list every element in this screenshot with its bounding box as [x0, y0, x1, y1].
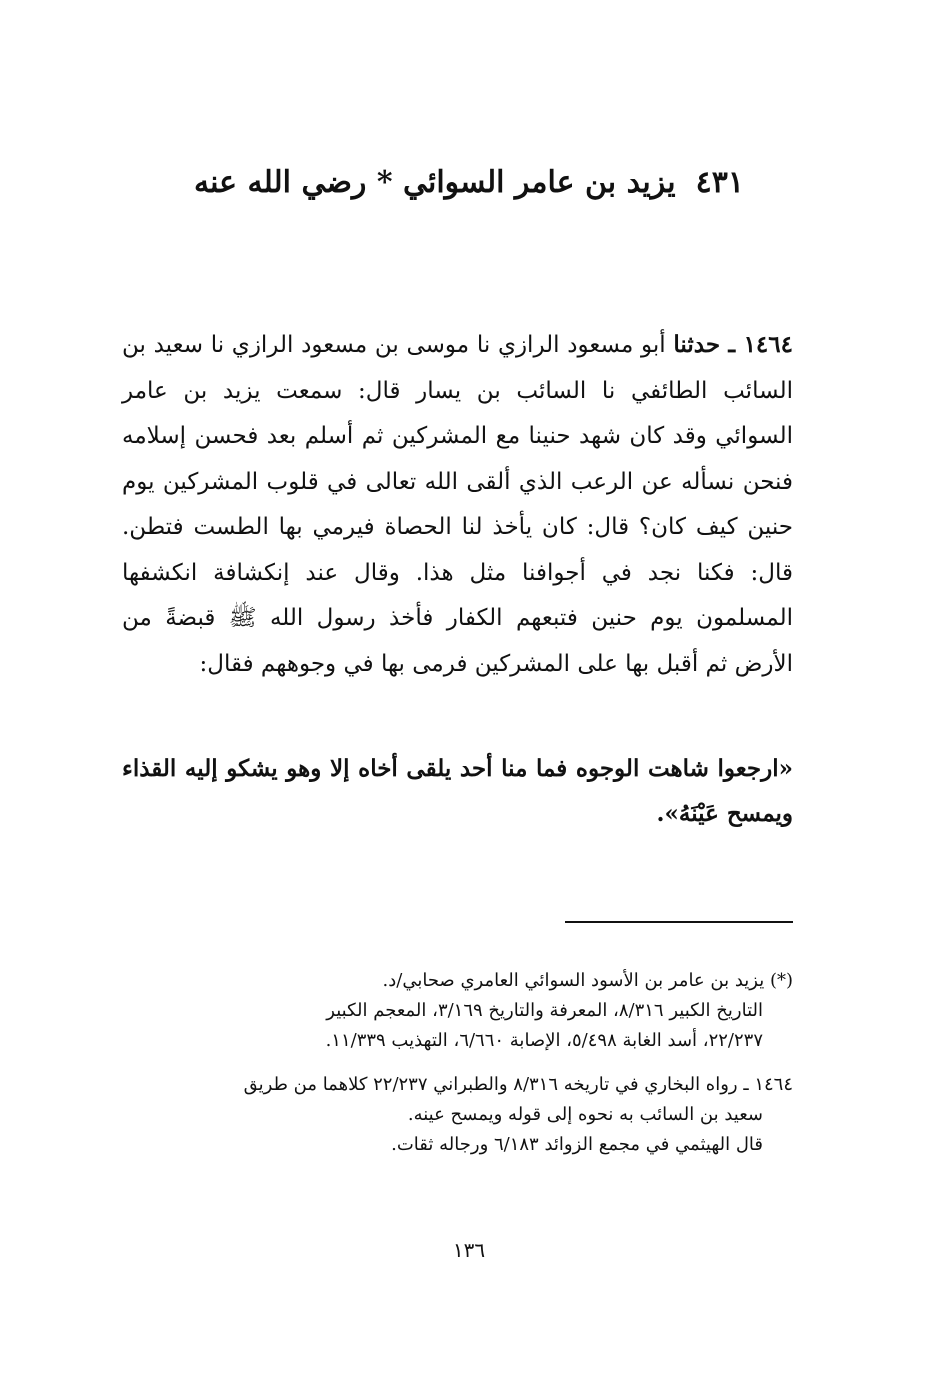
- page-number: ١٣٦: [452, 1238, 486, 1262]
- chapter-title: يزيد بن عامر السوائي * رضي الله عنه: [194, 165, 676, 200]
- footnote-separator: [565, 921, 793, 923]
- chapter-heading: [120, 165, 818, 200]
- biography-line-3: ٢٢/٢٣٧، أسد الغابة ٥/٤٩٨، الإصابة ٦/٦٦٠، التهذيب ١١/٣٣٩.: [325, 1030, 763, 1051]
- biography-note: [120, 966, 793, 1056]
- footnotes: [120, 966, 793, 1174]
- hadith-lead: ١٤٦٤ ـ حدثنا: [673, 331, 793, 358]
- prophetic-quote: «ارجعوا شاهت الوجوه فما منا أحد يلقى أخاه إلا وهو يشكو إليه القذاء ويمسح عَيْنَهُ».: [122, 755, 793, 827]
- chapter-number: ٤٣١: [695, 165, 744, 200]
- hadith-paragraph: [122, 322, 793, 687]
- takhrij-line-3: قال الهيثمي في مجمع الزوائد ٦/١٨٣ ورجاله ثقات.: [391, 1134, 763, 1155]
- takhrij-line-2: سعيد بن السائب به نحوه إلى قوله ويمسح عينه.: [407, 1104, 763, 1125]
- takhrij-line-1: ١٤٦٤ ـ رواه البخاري في تاريخه ٨/٣١٦ والطبراني ٢٢/٢٣٧ كلاهما من طريق: [243, 1074, 793, 1095]
- biography-line-1: (*) يزيد بن عامر بن الأسود السوائي العامري صحابي/د.: [382, 970, 793, 991]
- hadith-text: [122, 322, 793, 687]
- takhrij-note: [120, 1070, 793, 1160]
- hadith-body: أبو مسعود الرازي نا موسى بن مسعود الرازي نا سعيد بن السائب الطائفي نا السائب بن يسار قال: سمعت يزيد بن عامر السوائي وقد كان شهد حنينا مع المشركين ثم أسلم بعد فحسن إسلامه فنحن نسأله عن الرعب الذي ألقى الله تعالى في قلوب المشركين يوم حنين كيف كان؟ قال: كان يأخذ لنا الحصاة فيرمي بها الطست فتطن. قال: فكنا نجد في أجوافنا مثل هذا. وقال عند إنكشافة انكشفها المسلمون يوم حنين فتبعهم الكفار فأخذ رسول الله ﷺ قبضةً من الأرض ثم أقبل بها على المشركين فرمى بها في وجوههم فقال:: [122, 332, 793, 677]
- biography-line-2: التاريخ الكبير ٨/٣١٦، المعرفة والتاريخ ٣/١٦٩، المعجم الكبير: [326, 1000, 763, 1021]
